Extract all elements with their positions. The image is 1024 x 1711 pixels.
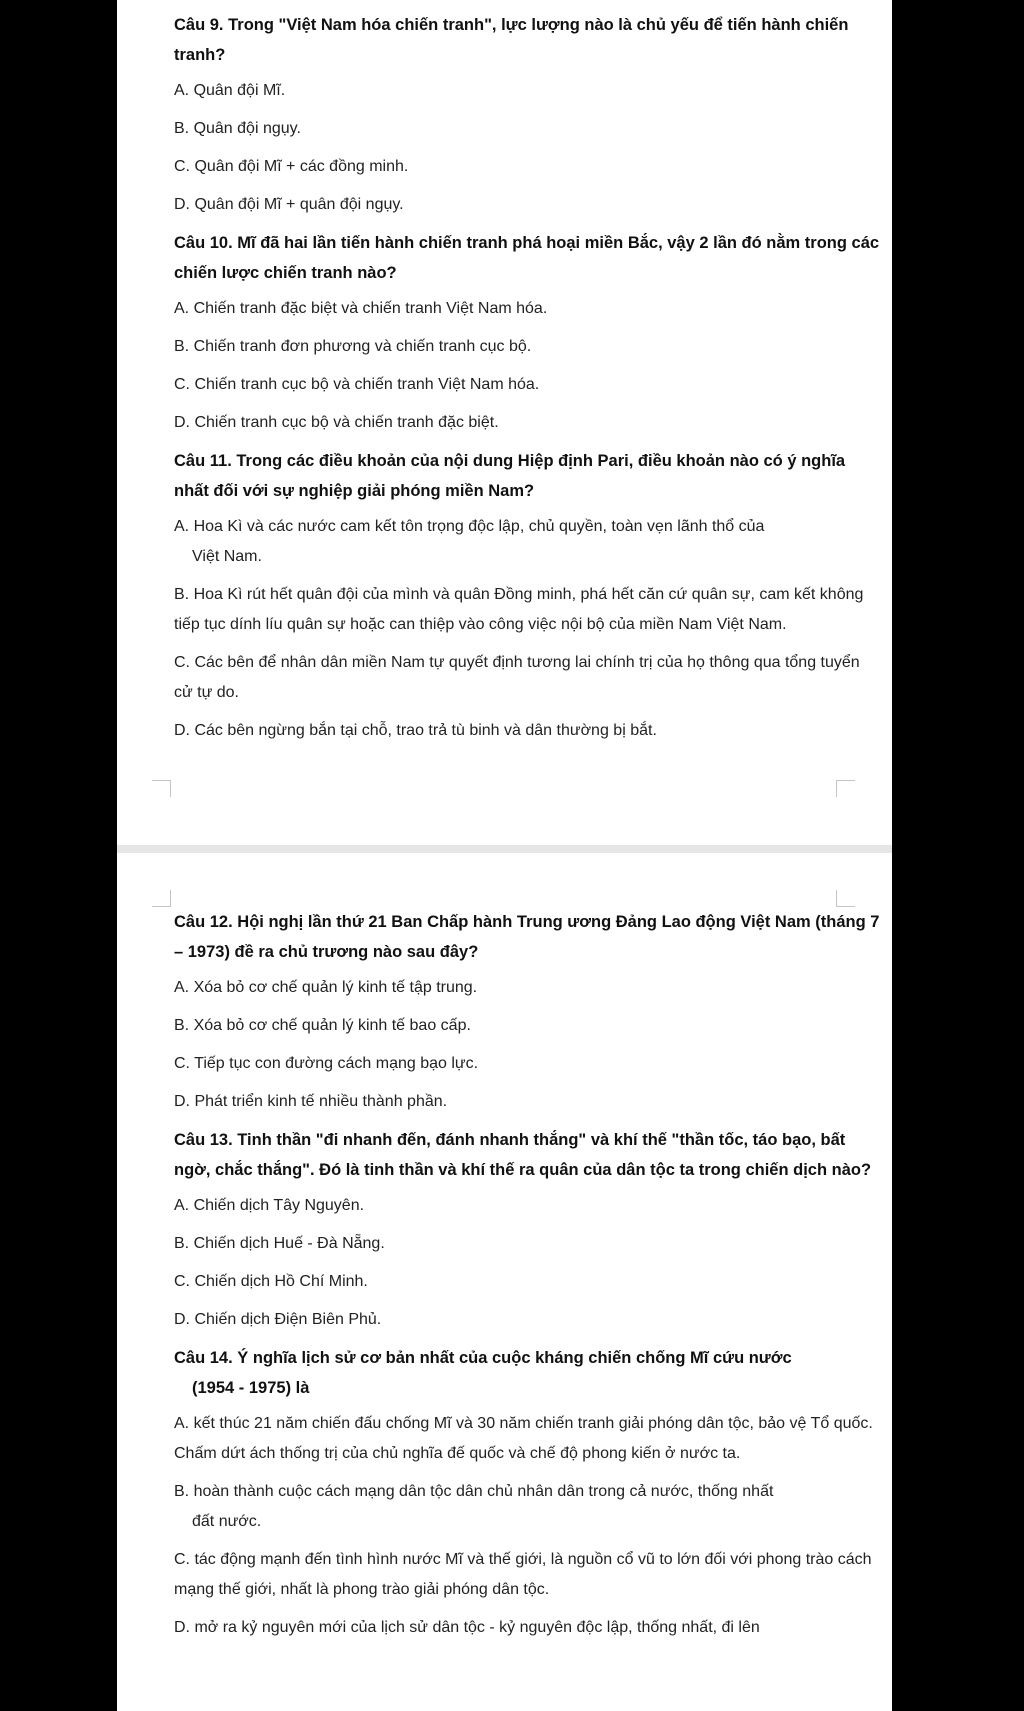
question-11: Câu 11. Trong các điều khoản của nội dung Hiệp định Pari, điều khoản nào có ý nghĩa nhất đối với sự nghiệp giải phóng miền Nam? — [174, 452, 846, 500]
page-2-content — [174, 907, 882, 1651]
question-14 — [174, 1343, 882, 1403]
option-12b: B. Xóa bỏ cơ chế quản lý kinh tế bao cấp. — [174, 1017, 471, 1034]
option-14b-line1: B. hoàn thành cuộc cách mạng dân tộc dân chủ nhân dân trong cả nước, thống nhất — [174, 1483, 774, 1500]
option-10b: B. Chiến tranh đơn phương và chiến tranh cục bộ. — [174, 338, 532, 355]
option-13a: A. Chiến dịch Tây Nguyên. — [174, 1197, 365, 1214]
option-14c: C. tác động mạnh đến tình hình nước Mĩ và thế giới, là nguồn cổ vũ to lớn đối với phong trào cách mạng thế giới, nhất là phong trào giải phóng dân tộc. — [174, 1551, 872, 1598]
option-11a — [174, 512, 882, 572]
option-11c: C. Các bên để nhân dân miền Nam tự quyết định tương lai chính trị của họ thông qua tổng tuyển cử tự do. — [174, 654, 860, 701]
question-14-line2: (1954 - 1975) là — [192, 1379, 310, 1397]
option-11a-line2: Việt Nam. — [192, 548, 262, 565]
option-10a: A. Chiến tranh đặc biệt và chiến tranh Việt Nam hóa. — [174, 300, 548, 317]
option-13c: C. Chiến dịch Hồ Chí Minh. — [174, 1273, 368, 1290]
margin-corner-mark — [152, 780, 171, 797]
option-14b-line2: đất nước. — [192, 1513, 262, 1530]
option-10d: D. Chiến tranh cục bộ và chiến tranh đặc biệt. — [174, 414, 499, 431]
option-13b: B. Chiến dịch Huế - Đà Nẵng. — [174, 1235, 385, 1252]
question-13: Câu 13. Tinh thần "đi nhanh đến, đánh nhanh thắng" và khí thế "thần tốc, táo bạo, bất ngờ, chắc thắng". Đó là tinh thần và khí thế ra quân của dân tộc ta trong chiến dịch nào? — [174, 1131, 872, 1179]
question-10: Câu 10. Mĩ đã hai lần tiến hành chiến tranh phá hoại miền Bắc, vậy 2 lần đó nằm trong các chiến lược chiến tranh nào? — [174, 234, 880, 282]
margin-corner-mark — [836, 780, 855, 797]
option-14a: A. kết thúc 21 năm chiến đấu chống Mĩ và 30 năm chiến tranh giải phóng dân tộc, bảo vệ Tổ quốc. Chấm dứt ách thống trị của chủ nghĩa đế quốc và chế độ phong kiến ở nước ta. — [174, 1415, 873, 1462]
option-12c: C. Tiếp tục con đường cách mạng bạo lực. — [174, 1055, 479, 1072]
option-10c: C. Chiến tranh cục bộ và chiến tranh Việt Nam hóa. — [174, 376, 540, 393]
option-12a: A. Xóa bỏ cơ chế quản lý kinh tế tập trung. — [174, 979, 478, 996]
question-14-line1: Câu 14. Ý nghĩa lịch sử cơ bản nhất của cuộc kháng chiến chống Mĩ cứu nước — [174, 1349, 792, 1367]
margin-corner-mark — [152, 890, 171, 907]
question-12: Câu 12. Hội nghị lần thứ 21 Ban Chấp hành Trung ương Đảng Lao động Việt Nam (tháng 7 – 1973) đề ra chủ trương nào sau đây? — [174, 913, 880, 961]
option-14d: D. mở ra kỷ nguyên mới của lịch sử dân tộc - kỷ nguyên độc lập, thống nhất, đi lên — [174, 1619, 760, 1636]
option-13d: D. Chiến dịch Điện Biên Phủ. — [174, 1311, 382, 1328]
option-11a-line1: A. Hoa Kì và các nước cam kết tôn trọng độc lập, chủ quyền, toàn vẹn lãnh thổ của — [174, 518, 765, 535]
option-9b: B. Quân đội ngụy. — [174, 120, 301, 137]
page-break — [117, 845, 892, 853]
option-9c: C. Quân đội Mĩ + các đồng minh. — [174, 158, 409, 175]
option-11b: B. Hoa Kì rút hết quân đội của mình và quân Đồng minh, phá hết căn cứ quân sự, cam kết không tiếp tục dính líu quân sự hoặc can thiệp vào công việc nội bộ của miền Nam Việt Nam. — [174, 586, 864, 633]
option-11d: D. Các bên ngừng bắn tại chỗ, trao trả tù binh và dân thường bị bắt. — [174, 722, 657, 739]
option-9d: D. Quân đội Mĩ + quân đội ngụy. — [174, 196, 404, 213]
option-14b — [174, 1477, 882, 1537]
question-9: Câu 9. Trong "Việt Nam hóa chiến tranh", lực lượng nào là chủ yếu để tiến hành chiến tranh? — [174, 16, 849, 64]
option-12d: D. Phát triển kinh tế nhiều thành phần. — [174, 1093, 448, 1110]
margin-corner-mark — [836, 890, 855, 907]
page-1-content — [174, 10, 882, 754]
option-9a: A. Quân đội Mĩ. — [174, 82, 286, 99]
document-page-1 — [117, 0, 892, 845]
document-page-2 — [117, 853, 892, 1711]
